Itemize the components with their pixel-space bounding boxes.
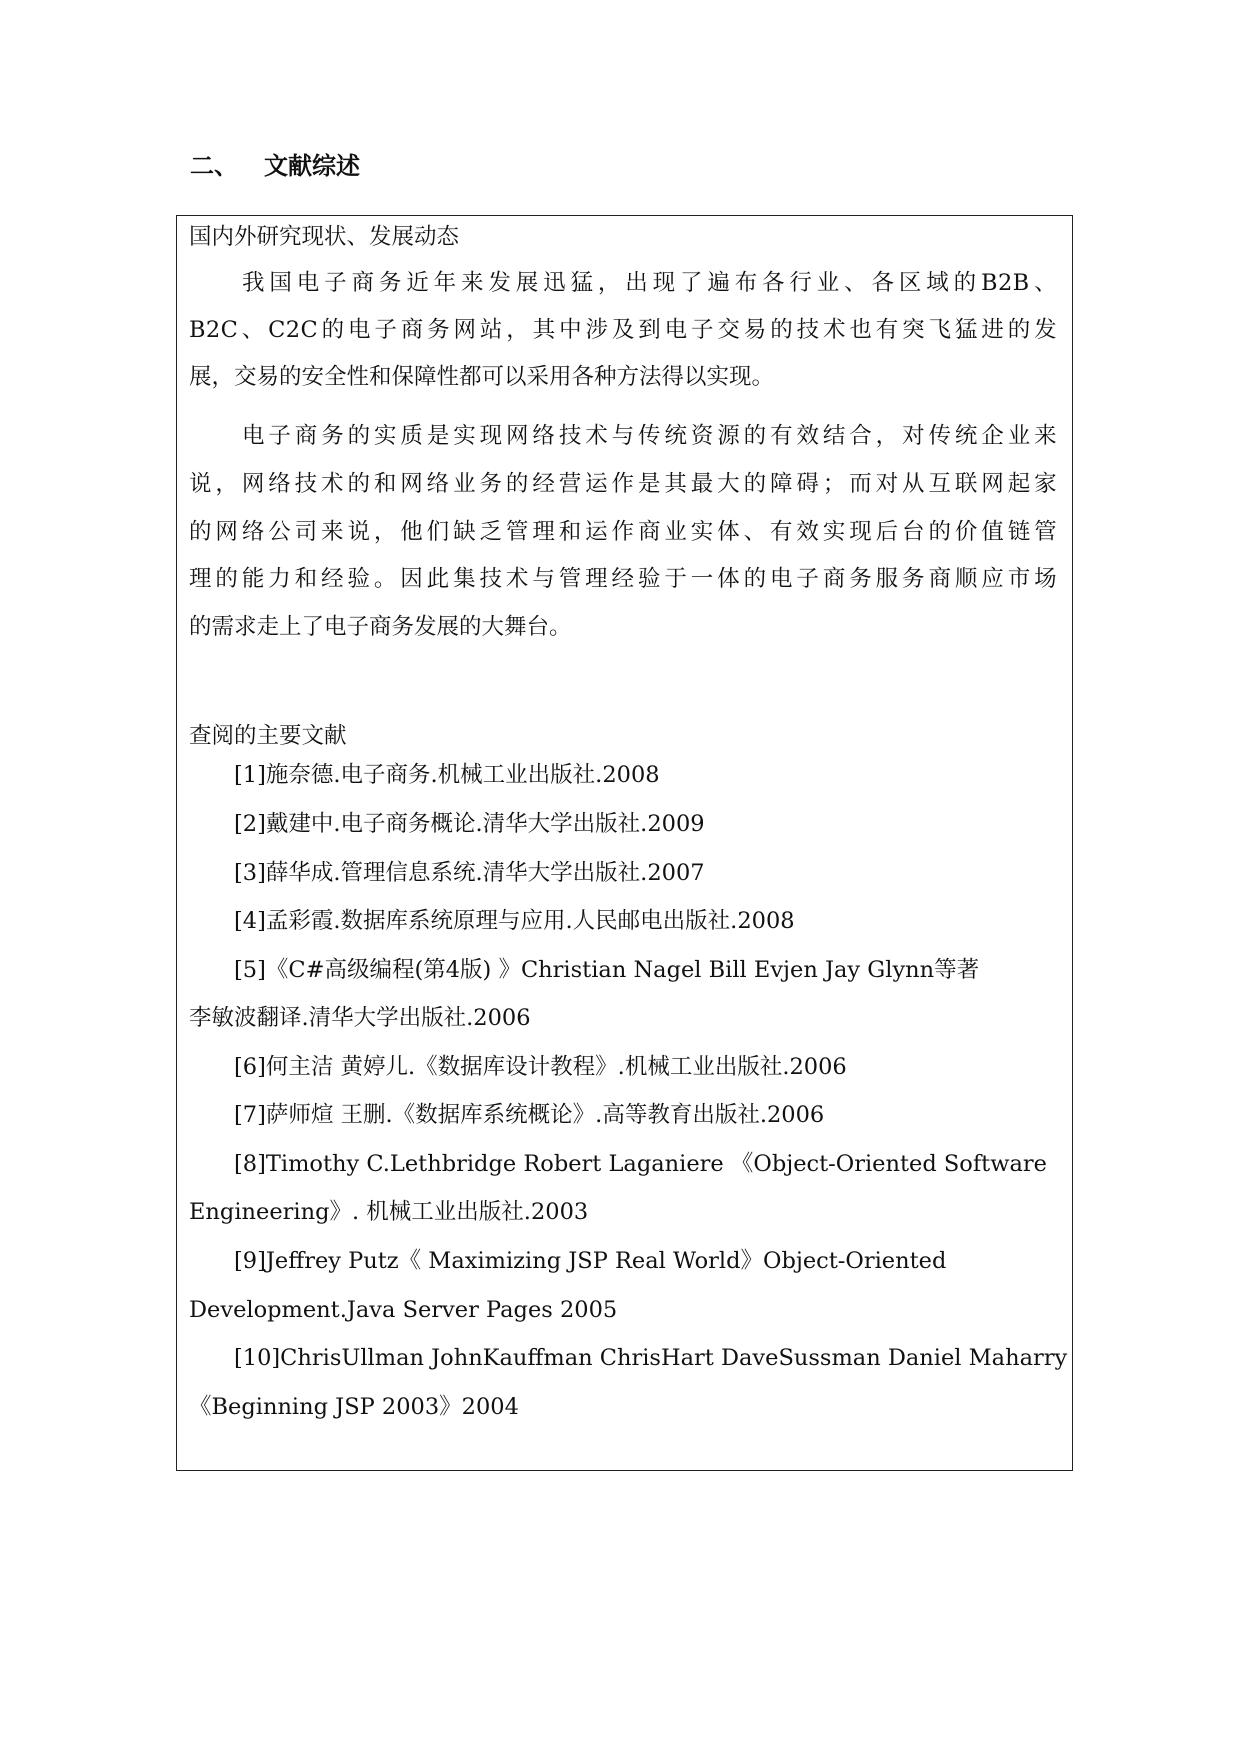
section-title: 文献综述 [264, 152, 360, 180]
paragraph-line: 说，网络技术的和网络业务的经营运作是其最大的障碍；而对从互联网起家 [189, 471, 1057, 497]
reference-entry-continuation: 李敏波翻译.清华大学出版社.2006 [189, 1005, 531, 1031]
reference-entry: [2]戴建中.电子商务概论.清华大学出版社.2009 [234, 811, 705, 837]
section-heading [190, 148, 360, 184]
reference-entry: [3]薛华成.管理信息系统.清华大学出版社.2007 [234, 860, 705, 886]
paragraph-line: 我国电子商务近年来发展迅猛，出现了遍布各行业、各区域的B2B、 [242, 270, 1057, 296]
paragraph-line: 的需求走上了电子商务发展的大舞台。 [189, 614, 572, 640]
box-subheading: 国内外研究现状、发展动态 [189, 224, 460, 250]
reference-entry: [9]Jeffrey Putz《 Maximizing JSP Real World》Object-Oriented [234, 1248, 947, 1274]
reference-entry-continuation: Development.Java Server Pages 2005 [189, 1297, 618, 1323]
reference-entry-continuation: Engineering》. 机械工业出版社.2003 [189, 1199, 589, 1225]
reference-entry: [8]Timothy C.Lethbridge Robert Laganiere 《Object-Oriented Software [234, 1151, 1047, 1177]
paragraph-line: 展，交易的安全性和保障性都可以采用各种方法得以实现。 [189, 364, 775, 390]
references-heading: 查阅的主要文献 [189, 723, 347, 749]
paragraph-line: 电子商务的实质是实现网络技术与传统资源的有效结合，对传统企业来 [242, 423, 1057, 449]
reference-entry: [10]ChrisUllman JohnKauffman ChrisHart DaveSussman Daniel Maharry [234, 1345, 1068, 1371]
reference-entry: [5]《C#高级编程(第4版) 》Christian Nagel Bill Evjen Jay Glynn等著 [234, 957, 980, 983]
paragraph-line: 理的能力和经验。因此集技术与管理经验于一体的电子商务服务商顺应市场 [189, 566, 1057, 592]
reference-entry-continuation: 《Beginning JSP 2003》2004 [189, 1394, 519, 1420]
reference-entry: [4]孟彩霞.数据库系统原理与应用.人民邮电出版社.2008 [234, 908, 795, 934]
reference-entry: [7]萨师煊 王删.《数据库系统概论》.高等教育出版社.2006 [234, 1102, 825, 1128]
paragraph-line: 的网络公司来说，他们缺乏管理和运作商业实体、有效实现后台的价值链管 [189, 519, 1057, 545]
reference-entry: [6]何主洁 黄婷儿.《数据库设计教程》.机械工业出版社.2006 [234, 1054, 847, 1080]
paragraph-line: B2C、C2C的电子商务网站，其中涉及到电子交易的技术也有突飞猛进的发 [189, 317, 1057, 343]
reference-entry: [1]施奈德.电子商务.机械工业出版社.2008 [234, 762, 660, 788]
literature-review-box [176, 215, 1073, 1471]
section-number: 二、 [190, 152, 238, 180]
